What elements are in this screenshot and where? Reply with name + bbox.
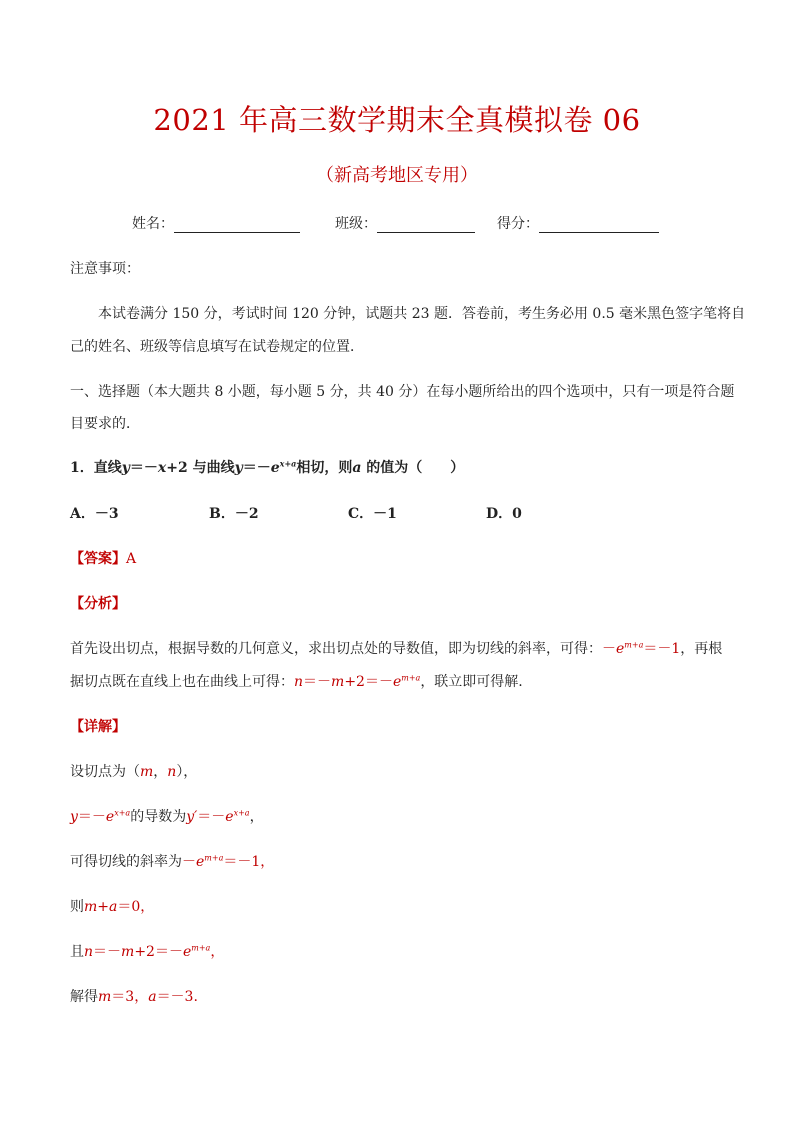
notes-line-2: 己的姓名、班级等信息填写在试卷规定的位置． [70,339,364,355]
class-label: 班级： [335,216,377,232]
class-field [335,213,475,233]
answer-line [70,548,136,568]
detail-step-4: 则m+a＝0， [70,899,155,915]
analysis-formula-2: $n=-m+2=-e^{m+a}$ [294,673,421,690]
class-blank [377,217,475,233]
analysis-line-2: 据切点既在直线上也在曲线上可得：$n=-m+2=-e^{m+a}$，联立即可得解. [70,673,523,690]
notes-heading: 注意事项： [70,261,140,277]
score-blank [539,217,659,233]
analysis-tag: 【分析】 [70,596,126,612]
analysis-line-1: 首先设出切点，根据导数的几何意义，求出切点处的导数值，即为切线的斜率，可得：$-e^{m+a}=-1$，再根 [70,640,723,657]
detail-tag: 【详解】 [70,719,126,735]
name-field [132,213,300,233]
name-label: 姓名： [132,216,174,232]
section-heading-line-2: 目要求的． [70,416,140,432]
analysis-formula-1: $-e^{m+a}=-1$ [602,640,681,657]
detail-step-3: 可得切线的斜率为$-e^{m+a}=-1$， [70,853,275,870]
detail-step-1: 设切点为（m，n）， [70,764,198,780]
option-b: B．－2 [209,506,259,522]
option-a: A．－3 [70,506,119,522]
notes-line-1: 本试卷满分 150 分，考试时间 120 分钟，试题共 23 题．答卷前，考生务必用 0.5 毫米黑色签字笔将自 [98,306,746,322]
score-label: 得分： [497,216,539,232]
question-1: 1．直线y＝－x+2 与曲线$y=-e^{x+a}$相切，则a 的值为（ ） [70,458,465,476]
name-blank [174,217,300,233]
option-c: C．－1 [348,506,397,522]
page-subtitle: （新高考地区专用） [316,165,478,186]
detail-step-2: $y=-e^{x+a}$的导数为$y'=-e^{x+a}$， [70,808,264,825]
detail-step-6: 解得m＝3，a＝－3. [70,989,198,1005]
answer-value: A [126,551,137,567]
option-d: D．0 [486,506,522,522]
page-title: 2021 年高三数学期末全真模拟卷 06 [153,103,641,137]
score-field [497,213,659,233]
question-number: 1． [70,460,94,476]
answer-tag: 【答案】 [70,551,126,567]
section-heading-line-1: 一、选择题（本大题共 8 小题，每小题 5 分，共 40 分）在每小题所给出的四个选项中，只有一项是符合题 [70,384,735,400]
detail-step-5: 且$n=-m+2=-e^{m+a}$， [70,943,225,960]
